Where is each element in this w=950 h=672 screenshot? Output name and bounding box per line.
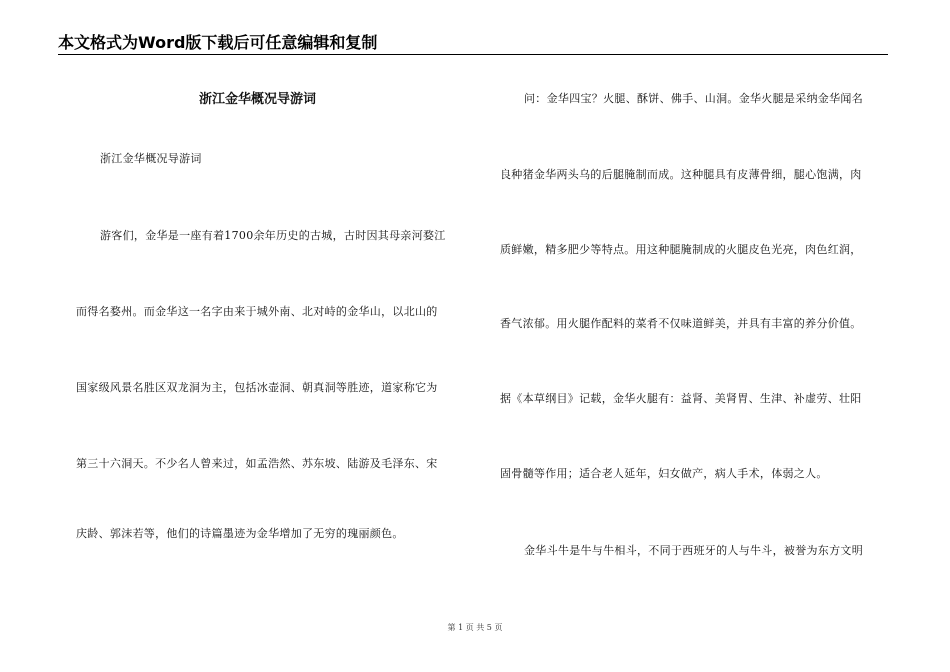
right-line-4: 香气浓郁。用火腿作配料的菜肴不仅味道鲜美，并具有丰富的养分价值。 [500,317,862,330]
left-line-2: 游客们，金华是一座有着1700余年历史的古城，古时因其母亲河婺江 [100,229,446,242]
left-line-5: 第三十六洞天。不少名人曾来过，如孟浩然、苏东坡、陆游及毛泽东、宋 [76,457,438,470]
left-line-1: 浙江金华概况导游词 [100,152,202,165]
right-line-3: 质鲜嫩，精多肥少等特点。用这种腿腌制成的火腿皮色光亮，肉色红润， [500,243,862,256]
left-line-4: 国家级风景名胜区双龙洞为主，包括冰壶洞、朝真洞等胜迹，道家称它为 [76,381,438,394]
left-line-6: 庆龄、郭沫若等，他们的诗篇墨迹为金华增加了无穷的瑰丽颜色。 [76,527,404,540]
document-banner: 本文格式为Word版下载后可任意编辑和复制 [58,33,378,52]
right-line-2: 良种猪金华两头乌的后腿腌制而成。这种腿具有皮薄骨细，腿心饱满，肉 [500,168,862,181]
left-line-3: 而得名婺州。而金华这一名字由来于城外南、北对峙的金华山，以北山的 [76,305,438,318]
right-line-7: 金华斗牛是牛与牛相斗，不同于西班牙的人与牛斗，被誉为东方文明 [524,544,863,557]
page-indicator: 第 1 页 共 5 页 [447,623,503,632]
right-line-1: 问：金华四宝？火腿、酥饼、佛手、山洞。金华火腿是采纳金华闻名 [524,92,863,105]
header-rule [58,54,888,55]
right-line-6: 固骨髓等作用；适合老人延年，妇女做产，病人手术，体弱之人。 [500,467,828,480]
right-line-5: 据《本草纲目》记载，金华火腿有：益肾、美肾胃、生津、补虚劳、壮阳 [500,392,862,405]
document-title: 浙江金华概况导游词 [199,92,317,107]
